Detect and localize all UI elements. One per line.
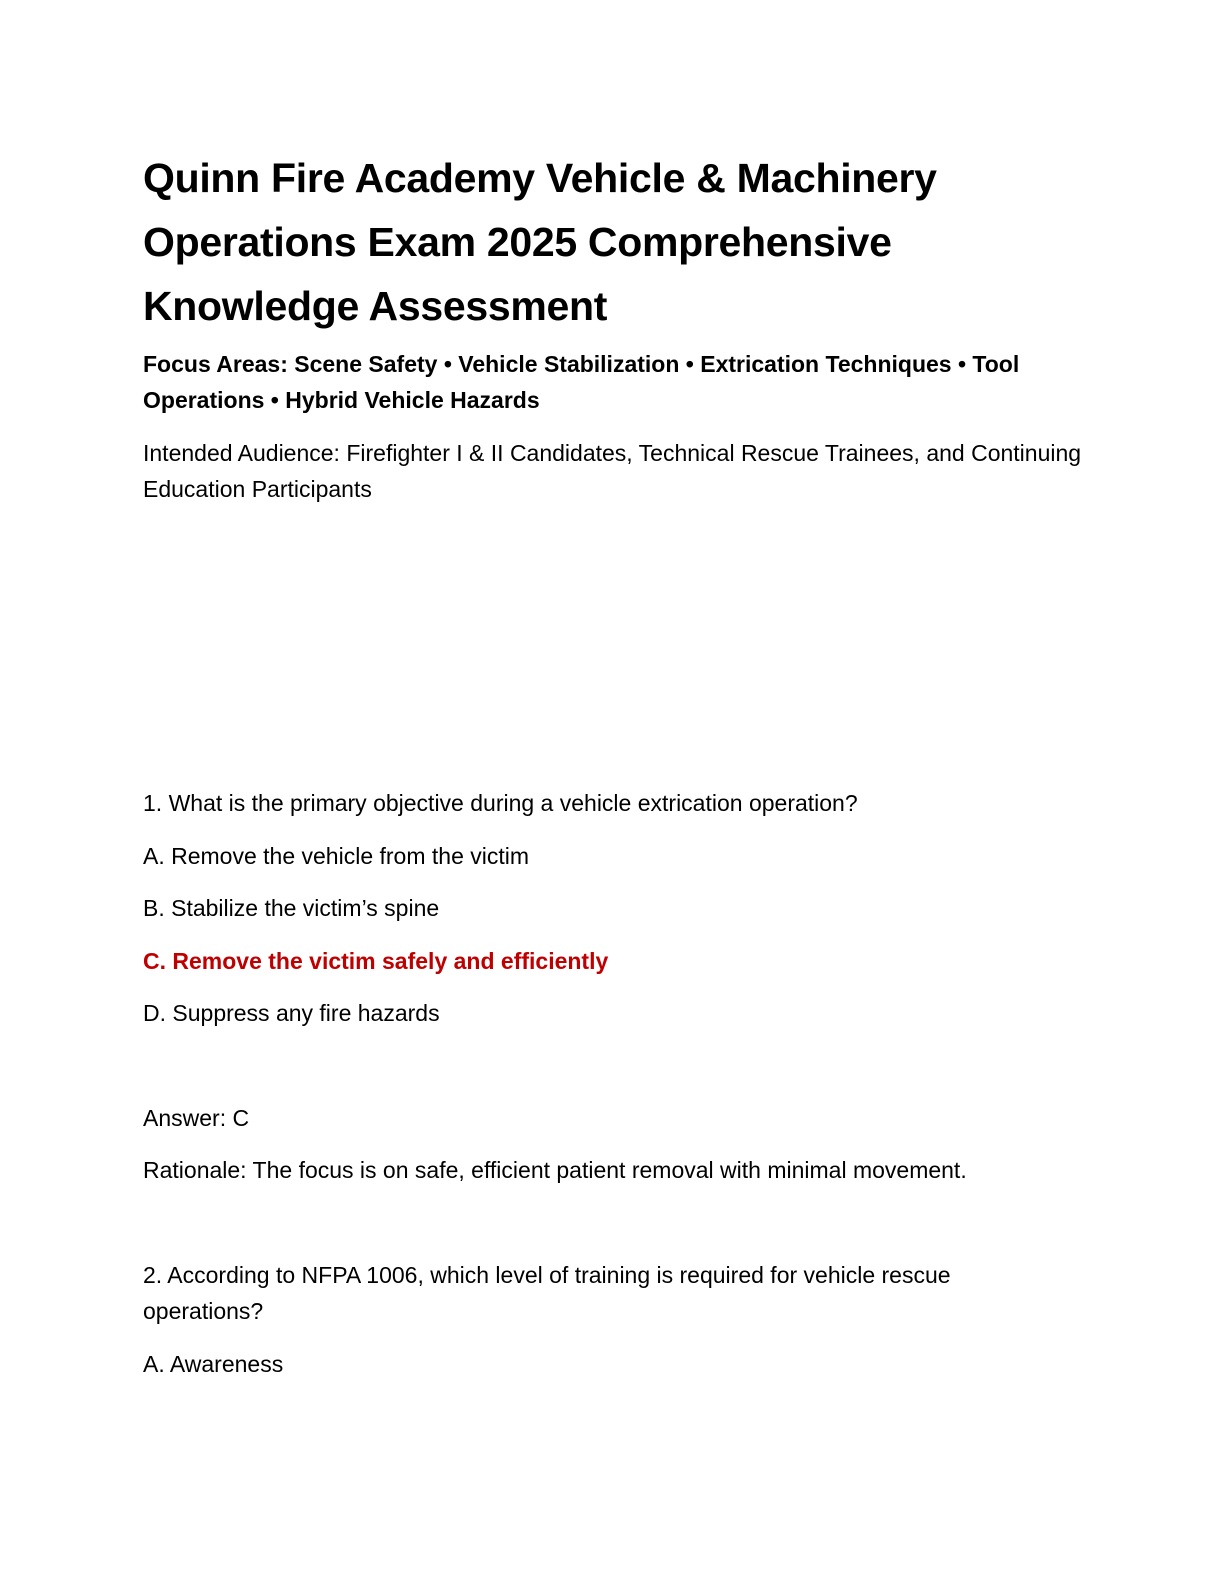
question-1-option-d: D. Suppress any fire hazards xyxy=(143,1000,440,1026)
question-1-answer: Answer: C xyxy=(143,1105,250,1131)
question-2-text: 2. According to NFPA 1006, which level of training is required for vehicle rescue operations? xyxy=(143,1262,951,1324)
question-1-option-a: A. Remove the vehicle from the victim xyxy=(143,843,530,869)
intended-audience: Intended Audience: Firefighter I & II Candidates, Technical Rescue Trainees, and Continuing Education Participants xyxy=(143,440,1082,502)
question-2-option-a: A. Awareness xyxy=(143,1351,284,1377)
document-title: Quinn Fire Academy Vehicle & Machinery Operations Exam 2025 Comprehensive Knowledge Assessment xyxy=(143,155,937,329)
document-page xyxy=(143,0,1083,1584)
question-1-option-c-correct: C. Remove the victim safely and efficiently xyxy=(143,948,609,974)
question-1-text: 1. What is the primary objective during a vehicle extrication operation? xyxy=(143,790,858,816)
focus-areas: Focus Areas: Scene Safety • Vehicle Stabilization • Extrication Techniques • Tool Operations • Hybrid Vehicle Hazards xyxy=(143,351,1020,413)
question-1-option-b: B. Stabilize the victim’s spine xyxy=(143,895,440,921)
question-1-rationale: Rationale: The focus is on safe, efficient patient removal with minimal movement. xyxy=(143,1157,967,1183)
